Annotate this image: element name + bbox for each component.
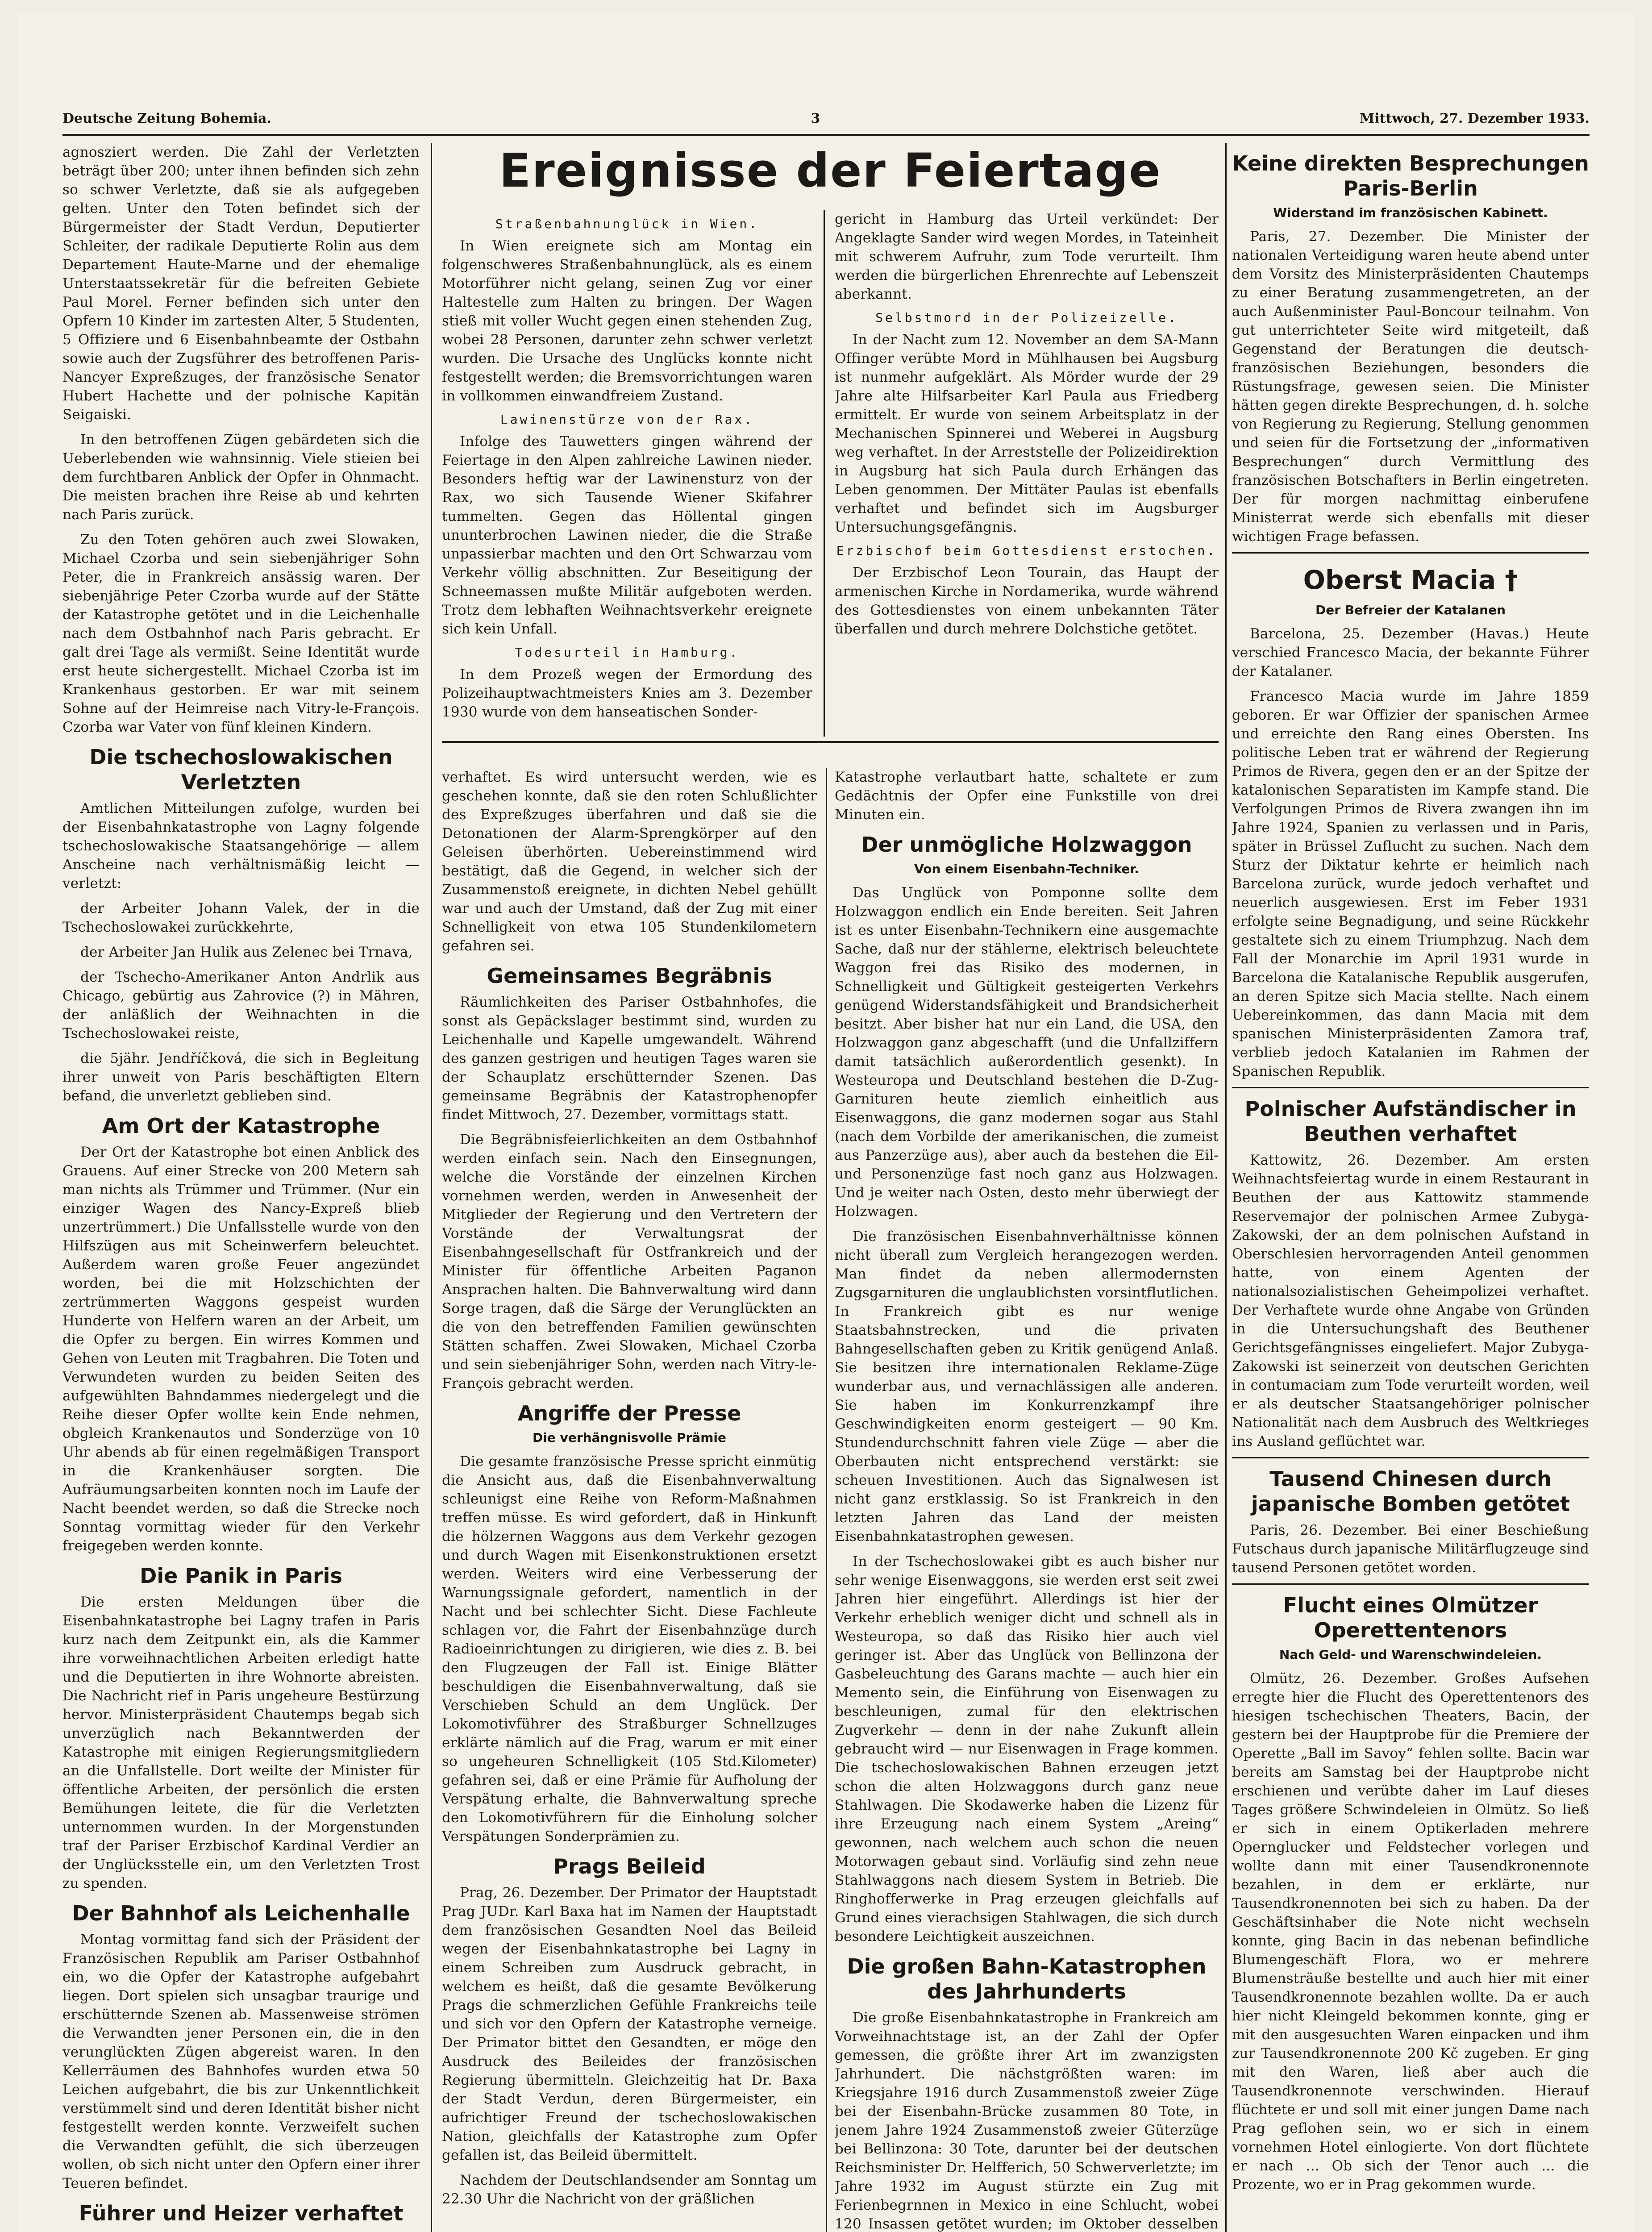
feiertage-left-column	[442, 210, 812, 737]
paragraph: der Arbeiter Johann Valek, der in die Tschechoslowakei zurückkehrte,	[62, 900, 420, 935]
subhead-wien: Straßenbahnunglück in Wien.	[495, 217, 759, 231]
paragraph: In dem Prozeß wegen der Ermordung des Polizeihauptwachtmeisters Knies am 3. Dezember 1930 wurde von dem hanseatischen Sonder-	[442, 666, 812, 720]
page-header	[62, 103, 1590, 134]
paragraph: Die ersten Meldungen über die Eisenbahnkatastrophe bei Lagny trafen in Paris kurz nach dem Zeitpunkt ein, als die Kammer ihre vorweihnachtlichen Arbeiten erledigt hatte und die Deputierten in ihre Wohnorte abreisten. Die Nachricht rief in Paris ungeheure Bestürzung hervor. Ministerpräsident Chautemps begab sich unverzüglich nach Bekanntwerden der Katastrophe mit einigen Regierungsmitgliedern an die Unfallstelle. Dort weilte der Minister für öffentliche Arbeiten, der persönlich die ersten Bemühungen leitete, die für die Verletzten unternommen wurden. In der Morgenstunden traf der Pariser Erzbischof Kardinal Verdier an der Unglücksstelle ein, um den Verletzten Trost zu spenden.	[62, 1594, 420, 1891]
headline-ort-der-katastrophe: Am Ort der Katastrophe	[102, 1114, 380, 1138]
divider	[1232, 1457, 1589, 1458]
headline-flucht-tenor: Flucht eines Olmützer Operettentenors	[1283, 1593, 1538, 1642]
column-rule	[826, 768, 827, 2232]
section-divider	[442, 741, 1219, 743]
subhead-selbstmord: Selbstmord in der Polizeizelle.	[875, 310, 1178, 325]
headline-oberst-macia: Oberst Macia †	[1303, 565, 1518, 595]
subhead-todesurteil: Todesurteil in Hamburg.	[515, 645, 740, 660]
paragraph: verhaftet. Es wird untersucht werden, wie es geschehen konnte, daß sie den roten Schlußlichter des Expreßzuges überfahren und daß sie die Detonationen der Alarm-Sprengkörper auf den Geleisen überhörten. Uebereinstimmend wird bestätigt, daß die Gegend, in welcher sich der Zusammenstoß ereignete, in dichten Nebel gehüllt war und auch der Umstand, daß der Zug mit einer Schnelligkeit von etwa 105 Stundenkilometern gefahren sei.	[442, 769, 817, 954]
section-title: Ereignisse der Feiertage	[499, 143, 1161, 198]
headline-tschechoslowakische-verletzte: Die tschechoslowakischen Verletzten	[89, 745, 393, 794]
paragraph: In der Nacht zum 12. November an dem SA-Mann Offinger verübte Mord in Mühlhausen bei Augsburg ist nunmehr aufgeklärt. Als Mörder wurde der 29 Jahre alte Hilfsarbeiter Karl Paula aus Friedberg ermittelt. Er wurde von seinem Arbeitsplatz in der Mechanischen Spinnerei und Weberei in Augsburg weg verhaftet. In der Arreststelle der Polizeidirektion in Augsburg hat sich Paula durch Erhängen das Leben genommen. Der Mittäter Paulas ist ebenfalls verhaftet und befindet sich im Augsburger Untersuchungsgefängnis.	[835, 332, 1219, 535]
paragraph: Die gesamte französische Presse spricht einmütig die Ansicht aus, daß die Eisenbahnverwaltung schleunigst eine Reihe von Reform-Maßnahmen treffen müsse. Es wird gefordert, daß in Hinkunft die hölzernen Waggons aus dem Verkehr gezogen und durch Wagen mit Eisenkonstruktionen ersetzt werden. Weiters wird eine Verbesserung der Warnungssignale gefordert, namentlich in der Nacht und bei schlechter Sicht. Diese Fachleute schlagen vor, die Fahrt der Eisenbahnzüge durch Radioeinrichtungen zu dirigieren, wie dies z. B. bei den Flugzeugen der Fall ist. Einige Blätter beschuldigen die Eisenbahnverwaltung, daß sie Verschieben Schuld an dem Unglück. Der Lokomotivführer des Straßburger Schnellzuges erklärte nämlich auf die Frag, warum er mit einer so ungeheuren Schnelligkeit (105 Std.Kilometer) gefahren sei, daß er eine Prämie für Aufholung der Verspätung erhalte, die Bahnverwaltung spreche den Lokomotivführern für die Einholung solcher Verspätungen Sonderprämien zu.	[442, 1453, 817, 1845]
paragraph: Paris, 26. Dezember. Bei einer Beschießung Futschaus durch japanische Militärflugzeuge sind tausend Personen getötet worden.	[1232, 1522, 1589, 1576]
page-number: 3	[811, 110, 820, 126]
paragraph: Der Ort der Katastrophe bot einen Anblick des Grauens. Auf einer Strecke von 200 Metern sah man nichts als Trümmer und Trümmer. (Nur ein einziger Wagen des Nancy-Expreß blieb unzertrümmert.) Die Unfallsstelle wurde von den Hilfszügen aus mit Scheinwerfern beleuchtet. Außerdem waren große Feuer angezündet worden, bei die mit Holzschichten der zertrümmerten Waggons gespeist wurden Hunderte von Helfern waren an der Arbeit, um die Opfer zu bergen. Ein wirres Kommen und Gehen von Leuten mit Tragbahren. Die Toten und Verwundeten wurden zu beiden Seiten des aufgewühlten Bahndammes niedergelegt und die Reihe dieser Opfer wollte kein Ende nehmen, obgleich Krankenautos und Sonderzüge von 10 Uhr abends ab für einen regelmäßigen Transport in die Krankenhäuser sorgten. Die Aufräumungsarbeiten konnten noch im Laufe der Nacht beendet werden, so daß die Strecke noch Sonntag vormittag wieder für den Verkehr freigegeben werden konnte.	[62, 1144, 420, 1554]
headline-panik-in-paris: Die Panik in Paris	[140, 1564, 342, 1588]
paragraph: agnosziert werden. Die Zahl der Verletzten beträgt über 200; unter ihnen befinden sich zehn so schwer Verletzte, daß sie als aufgegeben gelten. Unter den Toten befindet sich der Bürgermeister der Stadt Verdun, Deputierter Schleiter, der radikale Deputierte Rolin aus dem Departement Haute-Marne und der ehemalige Unterstaatssekretär für die befreiten Gebiete Paul Morel. Ferner befinden sich unter den Opfern 10 Kinder im zartesten Alter, 5 Studenten, 5 Offiziere und 6 Eisenbahnbeamte der Ostbahn sowie auch der Zugsführer des betroffenen Paris-Nancyer Expreßzuges, der französische Senator Hubert Hachette und der polnische Kapitän Seigaiski.	[62, 144, 420, 423]
headline-begraebnis: Gemeinsames Begräbnis	[487, 964, 772, 988]
paragraph: Räumlichkeiten des Pariser Ostbahnhofes, die sonst als Gepäckslager bestimmt sind, wurden zu Leichenhalle und Kapelle umgewandelt. Während des ganzen gestrigen und heutigen Tages waren sie der Schauplatz erschütternder Szenen. Das gemeinsame Begräbnis der Katastrophenopfer findet Mittwoch, 27. Dezember, vormittags statt.	[442, 994, 817, 1123]
paragraph: Paris, 27. Dezember. Die Minister der nationalen Verteidigung waren heute abend unter dem Vorsitz des Ministerpräsidenten Chautemps zu einer Beratung zusammengetreten, an der auch Außenminister Paul-Boncour teilnahm. Von gut unterrichteter Seite wird mitgeteilt, daß Gegenstand der Beratungen die deutsch-französischen Beziehungen, besonders die Rüstungsfrage, gewesen seien. Die Minister hätten gegen direkte Besprechungen, d. h. solche von Regierung zu Regierung, Stellung genommen und seien für die Fortsetzung der „informativen Besprechungen“ durch Vermittlung des französischen Botschafters in Berlin eingetreten. Der für morgen nachmittag einberufene Ministerrat werde sich ebenfalls mit dieser wichtigen Frage befassen.	[1232, 229, 1589, 545]
paragraph: Infolge des Tauwetters gingen während der Feiertage in den Alpen zahlreiche Lawinen nieder. Besonders heftig war der Lawinensturz von der Rax, wo sich Tausende Wiener Skifahrer tummelten. Gegen das Höllental gingen ununterbrochen Lawinen nieder, die die Straße unpassierbar machten und den Ort Schwarzau vom Verkehr völlig abschnitten. Zur Beseitigung der Schneemassen mußte Militär aufgeboten werden. Trotz dem lebhaften Weihnachtsverkehr ereignete sich kein Unfall.	[442, 433, 812, 637]
subhead-erzbischof: Erzbischof beim Gottesdienst erstochen.	[836, 543, 1217, 558]
subheadline: Widerstand im französischen Kabinett.	[1273, 205, 1548, 220]
paragraph: Kattowitz, 26. Dezember. Am ersten Weihnachtsfeiertag wurde in einem Restaurant in Beuthen der aus Kattowitz stammende Reservemajor der polnischen Armee Zubyga-Zakowski, der an dem polnischen Aufstand in Oberschlesien hervorragenden Anteil genommen hatte, von einem Agenten der nationalsozialistischen Geheimpolizei verhaftet. Der Verhaftete wurde ohne Angabe von Gründen in die Untersuchungshaft des Beuthener Gerichtsgefängnisses eingeliefert. Major Zubyga-Zakowski ist seinerzeit von deutschen Gerichten in contumaciam zum Tode verurteilt worden, weil er als deutscher Staatsangehöriger polnischer Nationalität nach dem Ausbruch des Weltkrieges ins Ausland geflüchtet war.	[1232, 1152, 1589, 1449]
column-1	[62, 143, 420, 2232]
headline-angriffe-presse: Angriffe der Presse	[517, 1401, 741, 1425]
column-2a	[442, 768, 817, 2232]
column-rule	[431, 143, 432, 2232]
headline-bahn-katastrophen: Die großen Bahn-Katastrophen des Jahrhunderts	[847, 1954, 1207, 2003]
feiertage-right-column	[835, 210, 1219, 737]
paragraph: In den betroffenen Zügen gebärdeten sich die Ueberlebenden wie wahnsinnig. Viele stieien bei dem furchtbaren Anblick der Opfer in Ohnmacht. Die meisten brachen ihre Reise ab und kehrten nach Paris zurück.	[62, 432, 420, 523]
column-rule	[1225, 143, 1227, 2232]
paper-name: Deutsche Zeitung Bohemia.	[62, 110, 271, 126]
headline-polnischer-aufstaendischer: Polnischer Aufständischer in Beuthen verhaftet	[1244, 1097, 1577, 1146]
headline-bahnhof-leichenhalle: Der Bahnhof als Leichenhalle	[72, 1901, 410, 1925]
divider	[1232, 552, 1589, 554]
paragraph: der Arbeiter Jan Hulik aus Zelenec bei Trnava,	[80, 944, 413, 960]
paragraph: Katastrophe verlautbart hatte, schaltete er zum Gedächtnis der Opfer eine Funkstille von drei Minuten ein.	[835, 769, 1219, 823]
paragraph: Der Erzbischof Leon Tourain, das Haupt der armenischen Kirche in Nordamerika, wurde während des Gottesdienstes von einem unbekannten Täter überfallen und durch mehrere Dolchstiche getötet.	[835, 565, 1219, 637]
paragraph: Prag, 26. Dezember. Der Primator der Hauptstadt Prag JUDr. Karl Baxa hat im Namen der Hauptstadt dem französischen Gesandten Noel das Beileid wegen der Eisenbahnkatastrophe bei Lagny in einem Schreiben zum Ausdruck gebracht, in welchem es heißt, daß die gesamte Bevölkerung Prags die schmerzlichen Gefühle Frankreichs teile und sich vor den Opfern der Katastrophe verneige. Der Primator bittet den Gesandten, er möge den Ausdruck des Beileides der französischen Regierung übermitteln. Gleichzeitig hat Dr. Baxa der Stadt Verdun, deren Bürgermeister, ein aufrichtiger Freund der tschechoslowakischen Nation, gleichfalls der Katastrophe zum Opfer gefallen ist, das Beileid übermittelt.	[442, 1885, 817, 2163]
headline-fuehrer-heizer: Führer und Heizer verhaftet	[79, 2201, 404, 2225]
paragraph: gericht in Hamburg das Urteil verkündet: Der Angeklagte Sander wird wegen Mordes, in Tateinheit mit schwerem Aufruhr, zum Tode verurteilt. Ihm werden die bürgerlichen Ehrenrechte auf Lebenszeit aberkannt.	[835, 211, 1219, 302]
paragraph: Die große Eisenbahnkatastrophe in Frankreich am Vorweihnachtstage ist, an der Zahl der Opfer gemessen, die größte ihrer Art im zwanzigsten Jahrhundert. Die nächstgrößten waren: im Kriegsjahre 1916 durch Zusammenstoß zweier Züge bei der Eisenbahn-Brücke zusammen 80 Tote, in jenem Jahre 1924 Zusammenstoß zweier Güterzüge bei Bellinzona: 30 Tote, darunter bei der deutschen Reichsminister Dr. Helfferich, 50 Schwerverletzte; im Jahre 1932 im August stürzte ein Zug mit Ferienbegrnnen in Mexico in eine Schlucht, wobei 120 Insassen getötet wurden; im Oktober desselben	[835, 2010, 1219, 2232]
divider	[1232, 1583, 1589, 1585]
headline-prags-beileid: Prags Beileid	[553, 1854, 706, 1878]
paragraph: Nachdem der Deutschlandsender am Sonntag um 22.30 Uhr die Nachricht von der gräßlichen	[442, 2172, 817, 2207]
paragraph: Das Unglück von Pomponne sollte dem Holzwaggon endlich ein Ende bereiten. Seit Jahren ist es unter Eisenbahn-Technikern eine ausgemachte Sache, daß nur der stählerne, elektrisch beleuchtete Waggon frei das Risiko des modernen, in Schnelligkeit und Gültigkeit gesteigerten Verkehrs genügend Widerstandsfähigkeit und Brandsicherheit besitzt. Aber bisher hat nur ein Land, die USA, den Holzwaggon ganz abgeschafft (und die Unfallziffern damit tatsächlich außerordentlich gesenkt). In Westeuropa und Deutschland bestehen die D-Zug-Garnituren heute ziemlich einheitlich aus Eisenwaggons, die ganz modernen sogar aus Stahl (nach dem Vorbilde der amerikanischen, die zumeist aus Panzerzüge aus), aber auch da bestehen die Eil- und Personenzüge fast noch ganz aus Holzwagen. Und je weiter nach Osten, desto mehr überwiegt der Holzwagen.	[835, 885, 1219, 1220]
paragraph: Die französischen Eisenbahnverhältnisse können nicht überall zum Vergleich herangezogen werden. Man findet da neben allermodernsten Zugsgarnituren die unglaublichsten vorsintflutlichen. In Frankreich gibt es nur wenige Staatsbahnstrecken, und die privaten Bahngesellschaften geben zu Kritik genügend Anlaß. Sie besitzen ihre internationalen Reklame-Züge wunderbar aus, und vernachlässigen alle anderen. Sie haben im Konkurrenzkampf ihre Geschwindigkeiten enorm gesteigert — 90 Km. Stundendurchschnitt fahren viele Züge — aber die Oberbauten nicht entsprechend verstärkt: sie scheuen Investitionen. Auch das Signalwesen ist nicht ganz erstklassig. So ist Frankreich in den letzten Jahren das Land der meisten Eisenbahnkatastrophen gewesen.	[835, 1228, 1219, 1545]
issue-date: Mittwoch, 27. Dezember 1933.	[1360, 110, 1590, 126]
subheadline: Nach Geld- und Warenschwindeleien.	[1279, 1647, 1542, 1662]
subhead-lawinen: Lawinenstürze von der Rax.	[500, 412, 754, 427]
feiertage-section	[442, 143, 1219, 737]
paragraph: Francesco Macia wurde im Jahre 1859 geboren. Er war Offizier der spanischen Armee und erreichte den Rang eines Obersten. Ins politische Leben trat er während der Regierung Primos de Rivera, gegen den er an der Spitze der katalonischen Separatisten im Kampfe stand. Die Verfolgungen Primos de Rivera zwangen ihn im Jahre 1924, Spanien zu verlassen und in Paris, später in Brüssel Zuflucht zu suchen. Nach dem Sturz der Diktatur kehrte er heimlich nach Barcelona zurück, wurde jedoch verhaftet und neuerlich ausgewiesen. Erst im Feber 1931 erfolgte seine Begnadigung, und seine Rückkehr gestaltete sich zu einem Triumphzug. Nach dem Fall der Monarchie im April 1931 wurde in Barcelona die Katalanische Republik ausgerufen, an deren Spitze sich Macia stellte. Nach einem Uebereinkommen, das dann Macia mit dem spanischen Ministerpräsidenten Zamora traf, verblieb jedoch Katalanien im Rahmen der Spanischen Republik.	[1232, 688, 1589, 1079]
paragraph	[62, 2230, 420, 2232]
headline-keine-besprechungen: Keine direkten Besprechungen Paris-Berlin	[1232, 151, 1589, 200]
paragraph: Montag vormittag fand sich der Präsident der Französischen Republik am Pariser Ostbahnhof ein, wo die Opfer der Katastrophe aufgebahrt liegen. Dort spielen sich unsagbar traurige und erschütternde Szenen ab. Massenweise strömen die Verwandten jener Personen ein, die in den verunglückten Zügen abgereist waren. In den Kellerräumen des Bahnhofes wurden etwa 50 Leichen aufgebahrt, die bis zur Unkenntlichkeit verstümmelt sind und deren Identität bisher nicht festgestellt werden konnte. Verzweifelt suchen die Verwandten gefühlt, die sich überzeugen wollen, ob sich nicht unter den Opfern einer ihrer Teueren befindet.	[62, 1932, 420, 2191]
headline-tausend-chinesen: Tausend Chinesen durch japanische Bomben getötet	[1251, 1467, 1570, 1516]
headline-holzwaggon: Der unmögliche Holzwaggon	[861, 833, 1192, 857]
column-3	[1232, 143, 1589, 2232]
paragraph: die 5jähr. Jendříčková, die sich in Begleitung ihrer unweit von Paris beschäftigten Eltern befand, die unverletzt geblieben sind.	[62, 1050, 420, 1104]
paragraph: Die Begräbnisfeierlichkeiten an dem Ostbahnhof werden einfach sein. Nach den Einsegnungen, welche die Vorstände der einzelnen Kirchen vornehmen werden, werden in Anwesenheit der Mitglieder der Regierung und den Vertretern der Vorstände der Verwaltungsrat der Eisenbahngesellschaft für Ostfrankreich und der Minister für öffentliche Arbeiten Paganon Ansprachen halten. Die Bahnverwaltung wird dann Sorge tragen, daß die Särge der Verunglückten an die von den betreffenden Familien gewünschten Stätten schaffen. Zwei Slowaken, Michael Czorba und sein siebenjähriger Sohn, werden nach Vitry-le-François gebracht werden.	[442, 1132, 817, 1391]
column-2b	[835, 768, 1219, 2232]
subheadline: Die verhängnisvolle Prämie	[532, 1430, 727, 1445]
inner-column-rule	[824, 210, 825, 737]
subheadline: Der Befreier der Katalanen	[1315, 603, 1506, 617]
paragraph: der Tschecho-Amerikaner Anton Andrlik aus Chicago, gebürtig aus Zahrovice (?) in Mähren, der anläßlich der Weihnachten in die Tschechoslowakei reiste,	[62, 969, 420, 1041]
divider	[1232, 1087, 1589, 1088]
subheadline: Von einem Eisenbahn-Techniker.	[914, 862, 1139, 876]
paragraph: Amtlichen Mitteilungen zufolge, wurden bei der Eisenbahnkatastrophe von Lagny folgende tschechoslowakische Staatsangehörige — allem Anscheine nach verhältnismäßig leicht — verletzt:	[62, 800, 420, 891]
header-rule	[62, 134, 1590, 136]
paragraph: Zu den Toten gehören auch zwei Slowaken, Michael Czorba und sein siebenjähriger Sohn Peter, die in Frankreich ansässig waren. Der siebenjährige Peter Czorba wurde auf der Stätte der Katastrophe getötet und in die Leichenhalle nach dem Ostbahnhof nach Paris gebracht. Er galt drei Tage als vermißt. Seine Identität wurde erst heute sichergestellt. Michael Czorba ist im Krankenhaus gestorben. Er war mit seinem Sohne auf der Heimreise nach Vitry-le-François. Czorba war Vater von fünf kleinen Kindern.	[62, 532, 420, 735]
paragraph: In Wien ereignete sich am Montag ein folgenschweres Straßenbahnunglück, als es einem Motorführer nicht gelang, seinen Zug vor einer Haltestelle zum Halten zu bringen. Der Wagen stieß mit voller Wucht gegen einen stehenden Zug, wobei 28 Personen, darunter zehn schwer verletzt wurden. Die Ursache des Unglücks konnte nicht festgestellt werden; die Bremsvorrichtungen waren in vollkommen einwandfreiem Zustand.	[442, 238, 812, 404]
paragraph: Barcelona, 25. Dezember (Havas.) Heute verschied Francesco Macia, der bekannte Führer der Katalaner.	[1232, 626, 1589, 679]
paragraph: Olmütz, 26. Dezember. Großes Aufsehen erregte hier die Flucht des Operettentenors des hiesigen tschechischen Theaters, Bacin, der gestern bei der Hauptprobe für die Premiere der Operette „Ball im Savoy“ fehlen sollte. Bacin war bereits am Samstag bei der Hauptprobe nicht erschienen und verübte daher im Lauf dieses Tages größere Schwindeleien in Olmütz. So ließ er sich in einem Optikerladen mehrere Opernglucker und Feldstecher vorlegen und wollte dann mit einer Tausendkronennote bezahlen, in dem er erklärte, nur Tausendkronennoten bei sich zu haben. Da der Geschäftsinhaber die Note nicht wechseln konnte, ging Bacin in das nebenan befindliche Blumengeschäft Flora, wo er mehrere Blumensträuße bestellte und auch hier mit einer Tausendkronennote bezahlen wollte. Da er auch hier nicht Kleingeld bekommen konnte, ging er mit den ausgesuchten Waren einpacken und ihm zur Tausendkronennote 200 Kč zugeben. Er ging mit den Waren, ließ aber auch die Tausendkronennote verschwinden. Hierauf flüchtete er und soll mit einer jungen Dame nach Prag geflohen sein, wo er sich in einem vornehmen Hotel einlogierte. Von dort flüchtete er nach ... Ob sich der Tenor auch ... die Prozente, wo er in Prag gekommen wurde.	[1232, 1670, 1589, 2193]
paragraph: In der Tschechoslowakei gibt es auch bisher nur sehr wenige Eisenwaggons, sie werden erst seit zwei Jahren hier eingeführt. Allerdings ist hier der Verkehr erheblich weniger dicht und schnell als in Westeuropa, so daß das Risiko hier auch viel geringer ist. Aber das Unglück von Bellinzona der Gasbeleuchtung des Garans machte — auch hier ein Memento sein, die Einführung von Eisenwagen zu beschleunigen, zumal für den elektrischen Zugverkehr — denn in der nahe Zukunft allein gebraucht wird — nur Eisenwagen in Frage kommen. Die tschechoslowakischen Bahnen erzeugen jetzt schon die alten Holzwaggons durch ganz neue Stahlwagen. Die Skodawerke haben die Lizenz für ihre Erzeugung nach einem System „Areing“ gewonnen, nach welchem auch schon die neuen Motorwagen gebaut sind. Vorläufig sind zehn neue Stahlwaggons nach diesem System in Betrieb. Die Ringhofferwerke in Prag erzeugen gleichfalls auf Grund eines vierachsigen Stahlwagen, die sich durch besondere Leichtigkeit auszeichnen.	[835, 1553, 1219, 1945]
